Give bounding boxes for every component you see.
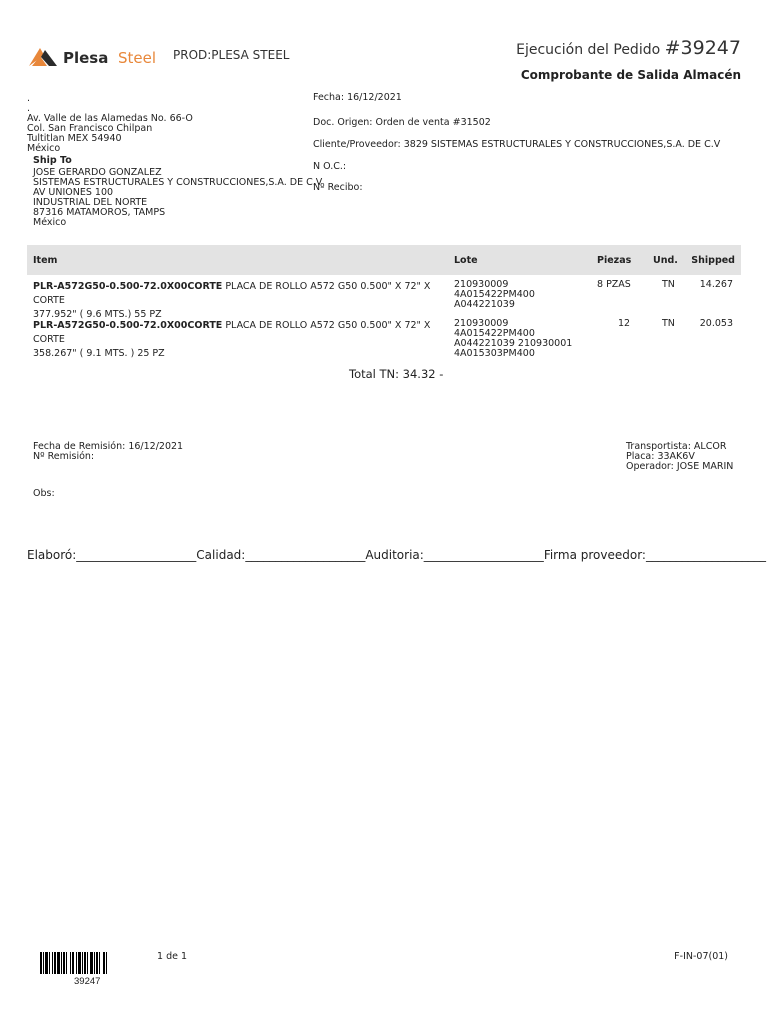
address-line: Tultitlan MEX 54940 [27, 133, 122, 144]
piezas-cell: 12 [618, 318, 631, 329]
ship-to-line: SISTEMAS ESTRUCTURALES Y CONSTRUCCIONES,S.A. DE C.V [33, 177, 323, 188]
table-header [27, 245, 741, 275]
barcode-bar [99, 952, 100, 974]
barcode-bar [94, 952, 95, 974]
barcode-bar [87, 952, 88, 974]
placa: Placa: 33AK6V [626, 451, 695, 462]
shipped-cell: 14.267 [699, 279, 733, 290]
lote-line: 4A015303PM400 [454, 348, 535, 359]
item-description-2: 377.952" ( 9.6 MTS.) 55 PZ [33, 309, 162, 320]
col-shipped: Shipped [691, 255, 735, 266]
barcode-bar [40, 952, 42, 974]
signature-calidad: Calidad:____________________ [196, 548, 366, 562]
barcode-bar [61, 952, 62, 974]
barcode-bar [78, 952, 81, 974]
cliente-proveedor: Cliente/Proveedor: 3829 SISTEMAS ESTRUCTURALES Y CONSTRUCCIONES,S.A. DE C.V [313, 139, 721, 150]
ship-to-line: INDUSTRIAL DEL NORTE [33, 197, 148, 208]
lote-line: A044221039 [454, 299, 515, 310]
col-piezas: Piezas [597, 255, 632, 266]
logo-text-steel: Steel [118, 49, 157, 67]
signature-elaboro: Elaboró:____________________ [27, 548, 197, 562]
lote-line: 210930009 [454, 318, 509, 329]
barcode-bar [45, 952, 48, 974]
document-subtitle: Comprobante de Salida Almacén [520, 68, 741, 82]
fecha-remision: Fecha de Remisión: 16/12/2021 [33, 441, 184, 452]
barcode-bar [52, 952, 53, 974]
company-address [27, 94, 193, 154]
item-description-2: 358.267" ( 9.1 MTS. ) 25 PZ [33, 348, 165, 359]
ship-to-line: 87316 MATAMOROS, TAMPS [33, 207, 166, 218]
lote-line: A044221039 210930001 [454, 338, 573, 349]
table-row [33, 280, 443, 322]
ship-to-heading: Ship To [33, 155, 72, 166]
operador: Operador: JOSE MARIN [626, 461, 734, 472]
transportista: Transportista: ALCOR [626, 441, 727, 452]
barcode-bar [49, 952, 50, 974]
barcode-bar [63, 952, 65, 974]
address-line: . [27, 93, 31, 104]
col-lote: Lote [454, 255, 478, 266]
doc-origen: Doc. Origen: Orden de venta #31502 [313, 117, 491, 128]
lote-cell [454, 280, 535, 310]
address-line: México [27, 143, 61, 154]
address-line: . [27, 103, 31, 114]
barcode-bar [90, 952, 93, 974]
barcode-bar [82, 952, 83, 974]
lote-line: 210930009 [454, 279, 509, 290]
item-description: PLACA DE ROLLO A572 G50 0.500" X 72" X CORTE [33, 320, 431, 345]
plesa-steel-logo [27, 46, 162, 70]
col-und: Und. [653, 255, 678, 266]
barcode-bar [57, 952, 60, 974]
fecha: Fecha: 16/12/2021 [313, 92, 402, 103]
ship-to-line: AV UNIONES 100 [33, 187, 114, 198]
item-description: PLACA DE ROLLO A572 G50 0.500" X 72" X CORTE [33, 281, 431, 306]
item-code: PLR-A572G50-0.500-72.0X00CORTE [33, 281, 223, 292]
ship-to-address [33, 168, 322, 228]
form-code: F-IN-07(01) [674, 951, 728, 962]
table-row [33, 319, 443, 361]
piezas-cell: 8 PZAS [597, 279, 631, 290]
barcode-bar [70, 952, 71, 974]
barcode-bar [84, 952, 86, 974]
barcode-icon [40, 952, 140, 974]
barcode-bar [106, 952, 107, 974]
ship-to-line: México [33, 217, 67, 228]
page-title [516, 37, 741, 59]
barcode-bar [72, 952, 74, 974]
remision-block [33, 442, 183, 462]
barcode-bar [43, 952, 44, 974]
numero-oc: N O.C.: [313, 161, 347, 172]
logo-text-plesa: Plesa [63, 49, 109, 67]
shipped-cell: 20.053 [699, 318, 733, 329]
col-item: Item [33, 255, 58, 266]
prod-label: PROD:PLESA STEEL [173, 48, 290, 62]
numero-recibo: Nº Recibo: [313, 182, 363, 193]
lote-line: 4A015422PM400 [454, 289, 535, 300]
order-number: #39247 [664, 37, 741, 59]
numero-remision: Nº Remisión: [33, 451, 95, 462]
title-prefix: Ejecución del Pedido [516, 42, 661, 58]
barcode-bar [96, 952, 98, 974]
barcode-bar [66, 952, 67, 974]
observaciones: Obs: [33, 488, 55, 499]
barcode-number: 39247 [74, 976, 101, 987]
barcode-bar [103, 952, 105, 974]
address-line: Av. Valle de las Alamedas No. 66-O [27, 113, 193, 124]
item-code: PLR-A572G50-0.500-72.0X00CORTE [33, 320, 223, 331]
total-tn: Total TN: 34.32 - [349, 367, 444, 381]
signature-auditoria: Auditoria:____________________ [365, 548, 544, 562]
und-cell: TN [662, 318, 675, 329]
address-line: Col. San Francisco Chilpan [27, 123, 153, 134]
transport-block [626, 442, 733, 472]
ship-to-line: JOSE GERARDO GONZALEZ [33, 167, 162, 178]
lote-cell [454, 319, 572, 359]
signature-line [27, 548, 766, 562]
barcode-bar [76, 952, 77, 974]
lote-line: 4A015422PM400 [454, 328, 535, 339]
barcode-bar [54, 952, 56, 974]
und-cell: TN [662, 279, 675, 290]
logo-mark-icon [29, 48, 57, 66]
page-number: 1 de 1 [157, 951, 188, 962]
signature-firma-proveedor: Firma proveedor:____________________ [543, 548, 766, 562]
